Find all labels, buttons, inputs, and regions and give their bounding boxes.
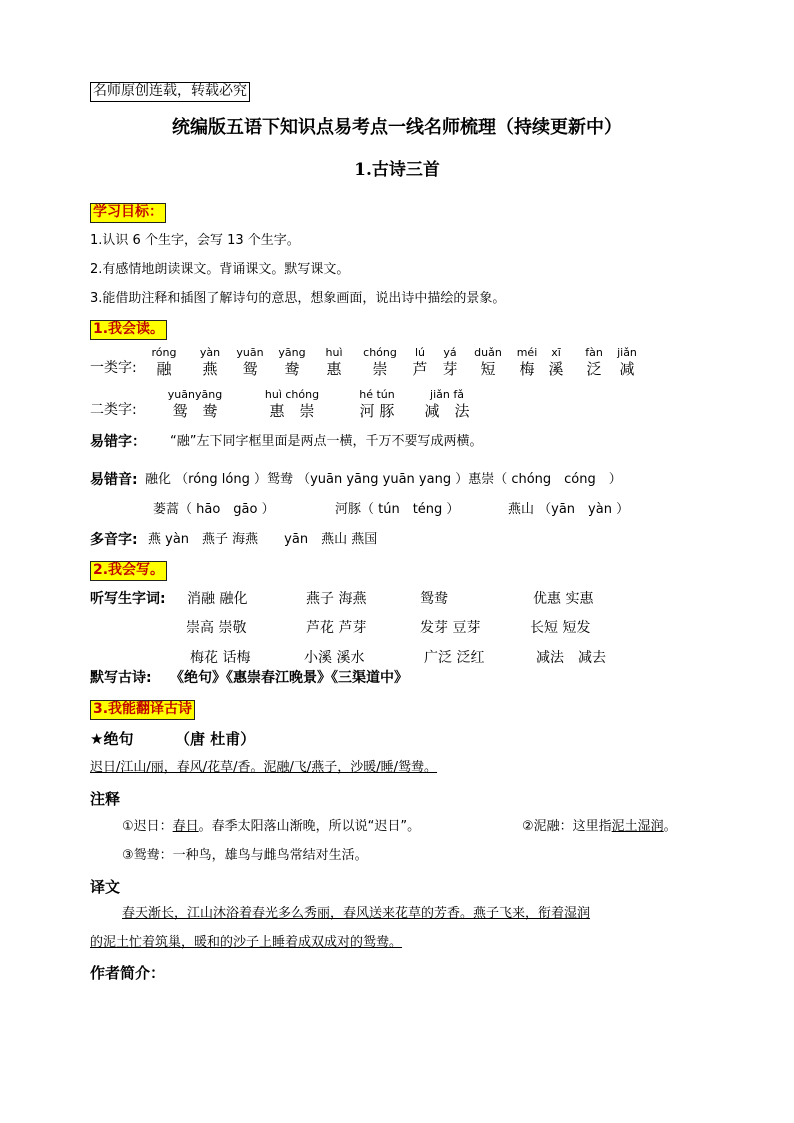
character: 鸳 鸯 <box>172 402 218 420</box>
character: 鸳 <box>242 360 258 378</box>
dictation-word: 梅花 话梅 <box>190 650 251 666</box>
misread-item: 燕山 （yān yàn ） <box>508 502 630 517</box>
poem-text: 迟日/江山/丽，春风/花草/香。泥融/飞/燕子，沙暖/睡/鸳鸯。 <box>90 760 438 775</box>
note-1-prefix: ①迟日： <box>122 819 173 834</box>
notes-label: 注释 <box>90 790 121 808</box>
translation-label: 译文 <box>90 878 121 896</box>
dictation-word: 消融 融化 <box>187 591 248 607</box>
note-1 <box>122 819 420 835</box>
misread-label: 易错音: <box>90 472 138 488</box>
dictation-word: 发芽 豆芽 <box>420 620 481 636</box>
dictation-word: 鸳鸯 <box>420 591 448 607</box>
lesson-title: 1.古诗三首 <box>354 160 440 180</box>
translation-line: 春天渐长，江山沐浴着春光多么秀丽，春风送来花草的芳香。燕子飞来，衔着湿润 <box>122 906 591 921</box>
pinyin: jiǎn fǎ <box>430 388 464 401</box>
character: 燕 <box>202 360 218 378</box>
dictation-word: 优惠 实惠 <box>533 591 594 607</box>
write-heading: 2.我会写。 <box>90 561 167 581</box>
note-1-key: 春日 <box>172 819 199 834</box>
pinyin: yuān <box>236 346 264 359</box>
character: 短 <box>480 360 496 378</box>
character: 鸯 <box>284 360 300 378</box>
character: 芽 <box>442 360 458 378</box>
polyphone-text: 燕 yàn 燕子 海燕 yān 燕山 燕国 <box>148 532 378 547</box>
dictation-word: 崇高 崇敬 <box>186 620 247 636</box>
character: 溪 <box>548 360 564 378</box>
dictation-word: 广泛 泛红 <box>424 650 485 666</box>
pinyin: jiǎn <box>617 346 637 359</box>
dictation-word: 芦花 芦芽 <box>306 620 367 636</box>
page-title: 统编版五语下知识点易考点一线名师梳理（持续更新中） <box>172 117 622 138</box>
pinyin: yá <box>443 346 457 359</box>
note-2-suffix: 。 <box>663 819 677 834</box>
character: 减 <box>619 360 635 378</box>
goals-heading: 学习目标： <box>90 203 166 223</box>
poem-title: ★绝句 <box>90 730 134 748</box>
category1-label: 一类字: <box>90 360 137 376</box>
pinyin: yàn <box>199 346 221 359</box>
pinyin: yāng <box>278 346 306 359</box>
dictation-word: 小溪 溪水 <box>304 650 365 666</box>
translate-heading: 3.我能翻译古诗 <box>90 700 195 720</box>
copyright-notice: 名师原创连载，转载必究 <box>90 82 250 102</box>
pinyin: duǎn <box>474 346 502 359</box>
pinyin: róng <box>151 346 177 359</box>
dictation-word: 长短 短发 <box>530 620 591 636</box>
note-2 <box>522 819 677 835</box>
character: 融 <box>156 360 172 378</box>
recite-label: 默写古诗: <box>90 670 152 686</box>
translation-line: 的泥土忙着筑巢，暖和的沙子上睡着成双成对的鸳鸯。 <box>90 935 403 950</box>
read-heading: 1.我会读。 <box>90 320 167 340</box>
author-intro-label: 作者简介： <box>90 964 166 982</box>
character: 梅 <box>519 360 535 378</box>
pinyin: chóng <box>363 346 397 359</box>
dictation-word: 燕子 海燕 <box>306 591 367 607</box>
mistake-label: 易错字： <box>90 434 146 450</box>
poem-author: （唐 杜甫） <box>175 730 256 748</box>
note-2-key: 泥土湿润 <box>611 819 664 834</box>
misread-line1: 融化 （róng lóng ）鸳鸯 （yuān yāng yuān yang ）惠崇（ chóng cóng ） <box>145 472 622 487</box>
polyphone-label: 多音字: <box>90 532 138 548</box>
character: 减 法 <box>424 402 470 420</box>
misread-item: 蒌蒿（ hāo gāo ） <box>153 502 275 517</box>
note-1-rest: 。春季太阳落山渐晚，所以说“迟日”。 <box>198 819 421 834</box>
dictation-word: 减法 减去 <box>536 650 606 666</box>
goal-item: 3.能借助注释和插图了解诗句的意思，想象画面，说出诗中描绘的景象。 <box>90 291 506 306</box>
pinyin: yuānyāng <box>167 388 223 401</box>
goal-item: 1.认识 6 个生字，会写 13 个生字。 <box>90 233 300 248</box>
category2-label: 二类字: <box>90 402 137 418</box>
character: 芦 <box>412 360 428 378</box>
character: 惠 <box>326 360 342 378</box>
mistake-text: “融”左下同字框里面是两点一横，千万不要写成两横。 <box>170 434 483 449</box>
pinyin: fàn <box>585 346 603 359</box>
character: 河 豚 <box>359 402 395 420</box>
character: 崇 <box>372 360 388 378</box>
pinyin: xī <box>551 346 561 359</box>
pinyin: lú <box>414 346 426 359</box>
misread-item: 河豚（ tún téng ） <box>335 502 460 517</box>
dictation-label: 听写生字词: <box>90 591 166 607</box>
note-2-prefix: ②泥融：这里指 <box>522 819 612 834</box>
character: 泛 <box>586 360 602 378</box>
recite-text: 《绝句》《惠崇春江晚景》《三渠道中》 <box>170 670 408 686</box>
pinyin: huì <box>325 346 343 359</box>
character: 惠 崇 <box>269 402 315 420</box>
goal-item: 2.有感情地朗读课文。背诵课文。默写课文。 <box>90 262 350 277</box>
pinyin: méi <box>516 346 538 359</box>
pinyin: huì chóng <box>264 388 320 401</box>
pinyin: hé tún <box>359 388 395 401</box>
note-3: ③鸳鸯：一种鸟，雄鸟与雌鸟常结对生活。 <box>122 848 368 863</box>
